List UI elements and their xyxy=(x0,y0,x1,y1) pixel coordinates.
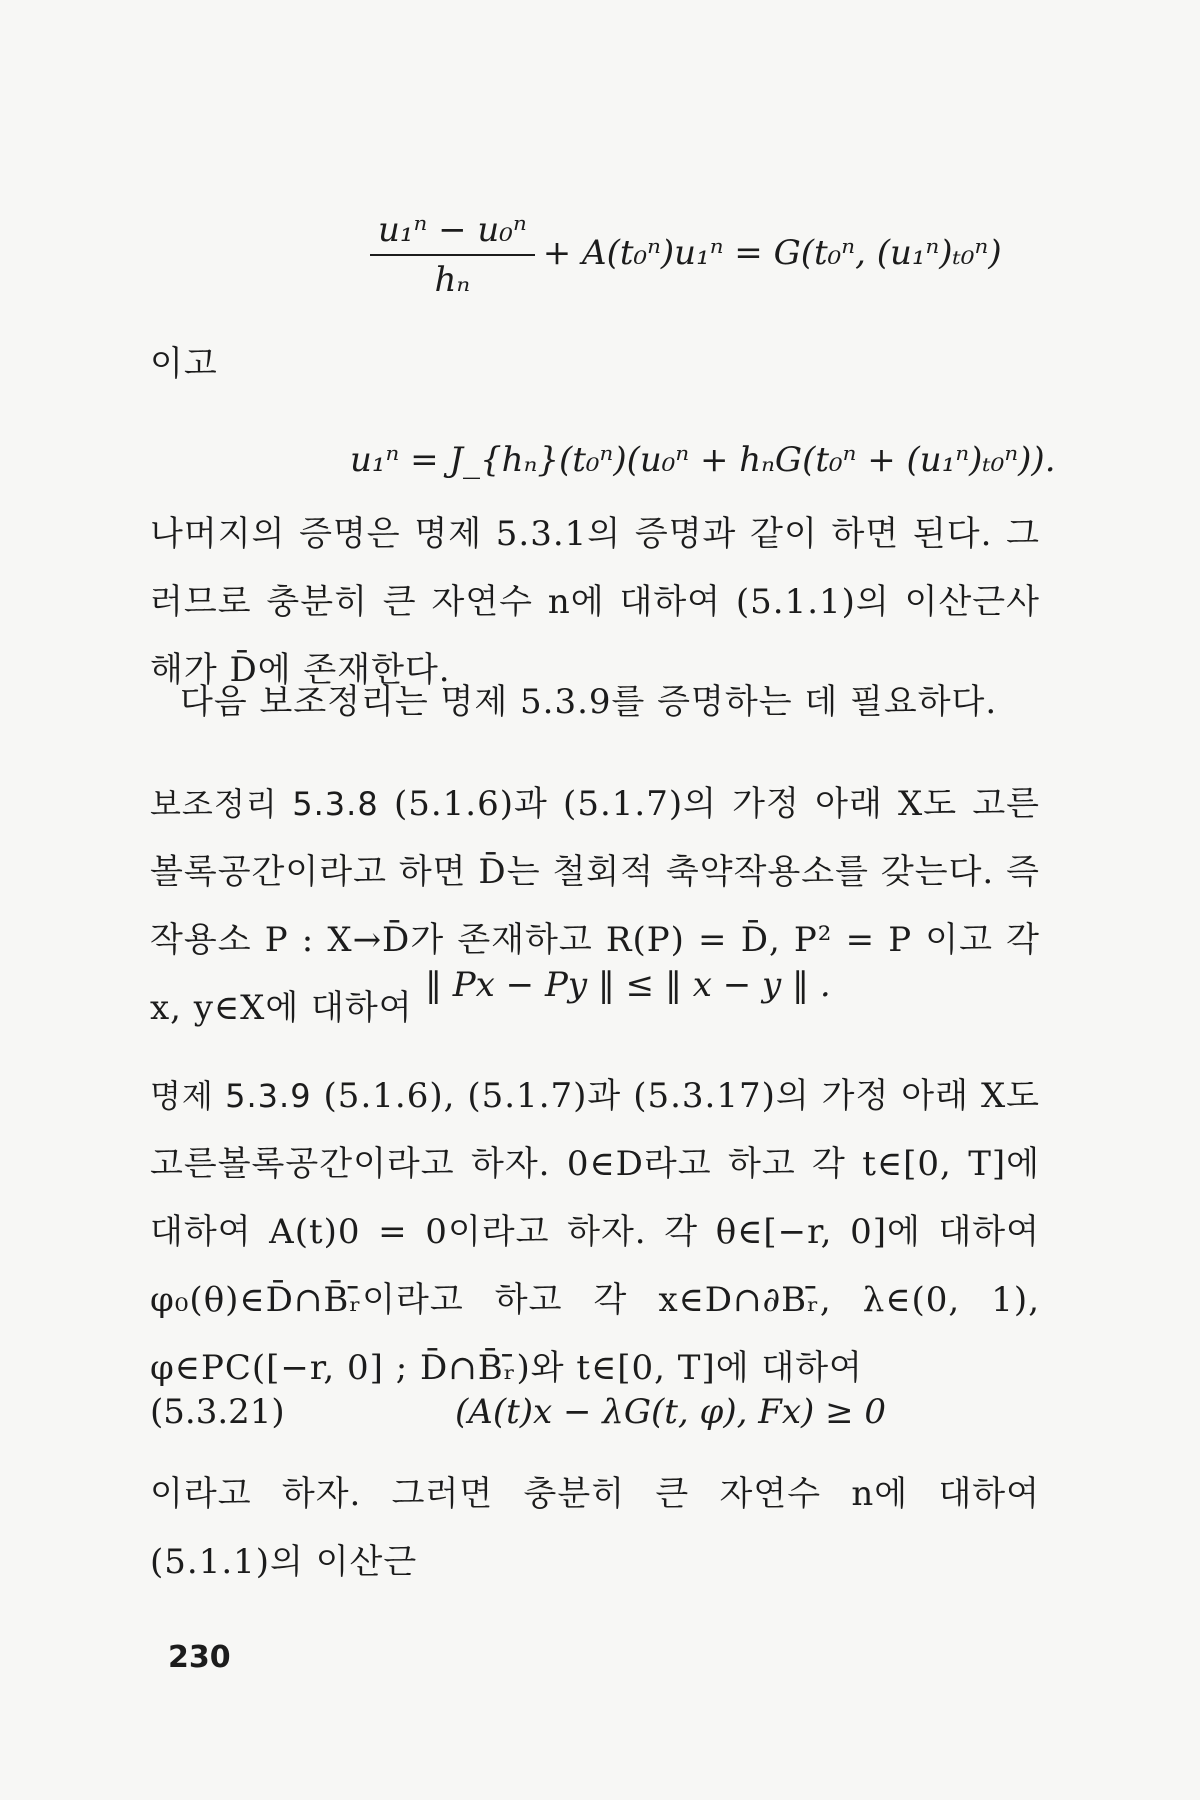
equation-1-rest: + A(t₀ⁿ)u₁ⁿ = G(t₀ⁿ, (u₁ⁿ)ₜ₀ⁿ) xyxy=(542,233,1002,273)
proposition-body: (5.1.6), (5.1.7)과 (5.3.17)의 가정 아래 X도 고른볼록공간이라고 하자. 0∈D라고 하고 각 t∈[0, T]에 대하여 A(t)0 = 0이라고 하자. 각 θ∈[−r, 0]에 대하여 φ₀(θ)∈D̄∩B̄ᵣ̄이라고 하고 각 x∈D∩∂Bᵣ̄, λ∈(0, 1), φ∈PC([−r, 0] ; D̄∩B̄ᵣ̄)와 t∈[0, T]에 대하여 xyxy=(150,1076,1041,1388)
paragraph-1: 나머지의 증명은 명제 5.3.1의 증명과 같이 하면 된다. 그러므로 충분히 큰 자연수 n에 대하여 (5.1.1)의 이산근사해가 D̄에 존재한다. xyxy=(150,514,1040,690)
lemma-label: 보조정리 5.3.8 xyxy=(150,785,379,823)
page-number: 230 xyxy=(168,1640,231,1675)
equation-1-fraction xyxy=(370,210,535,300)
equation-2: u₁ⁿ = J_{hₙ}(t₀ⁿ)(u₀ⁿ + hₙG(t₀ⁿ + (u₁ⁿ)ₜ₀ⁿ)). xyxy=(350,440,1056,480)
lemma-body: (5.1.6)과 (5.1.7)의 가정 아래 X도 고른볼록공간이라고 하면 D̄는 철회적 축약작용소를 갖는다. 즉 작용소 P : X→D̄가 존재하고 R(P) = D̄, P² = P 이고 각 x, y∈X에 대하여 xyxy=(150,784,1041,1028)
connector-text: 이고 xyxy=(150,344,218,384)
equation-number-5-3-21: (5.3.21) xyxy=(150,1392,285,1432)
proposition-equation: (A(t)x − λG(t, φ), Fx) ≥ 0 xyxy=(455,1392,886,1432)
proposition-block xyxy=(150,1062,1040,1402)
lemma-equation: ‖ Px − Py ‖ ≤ ‖ x − y ‖ . xyxy=(425,965,831,1005)
proposition-label: 명제 5.3.9 xyxy=(150,1077,312,1115)
equation-1-numerator: u₁ⁿ − u₀ⁿ xyxy=(370,210,535,256)
paragraph-2: 다음 보조정리는 명제 5.3.9를 증명하는 데 필요하다. xyxy=(180,682,998,722)
equation-1 xyxy=(370,210,1002,300)
paragraph-3: 이라고 하자. 그러면 충분히 큰 자연수 n에 대하여 (5.1.1)의 이산근 xyxy=(150,1474,1040,1582)
equation-1-denominator: hₙ xyxy=(434,260,471,300)
